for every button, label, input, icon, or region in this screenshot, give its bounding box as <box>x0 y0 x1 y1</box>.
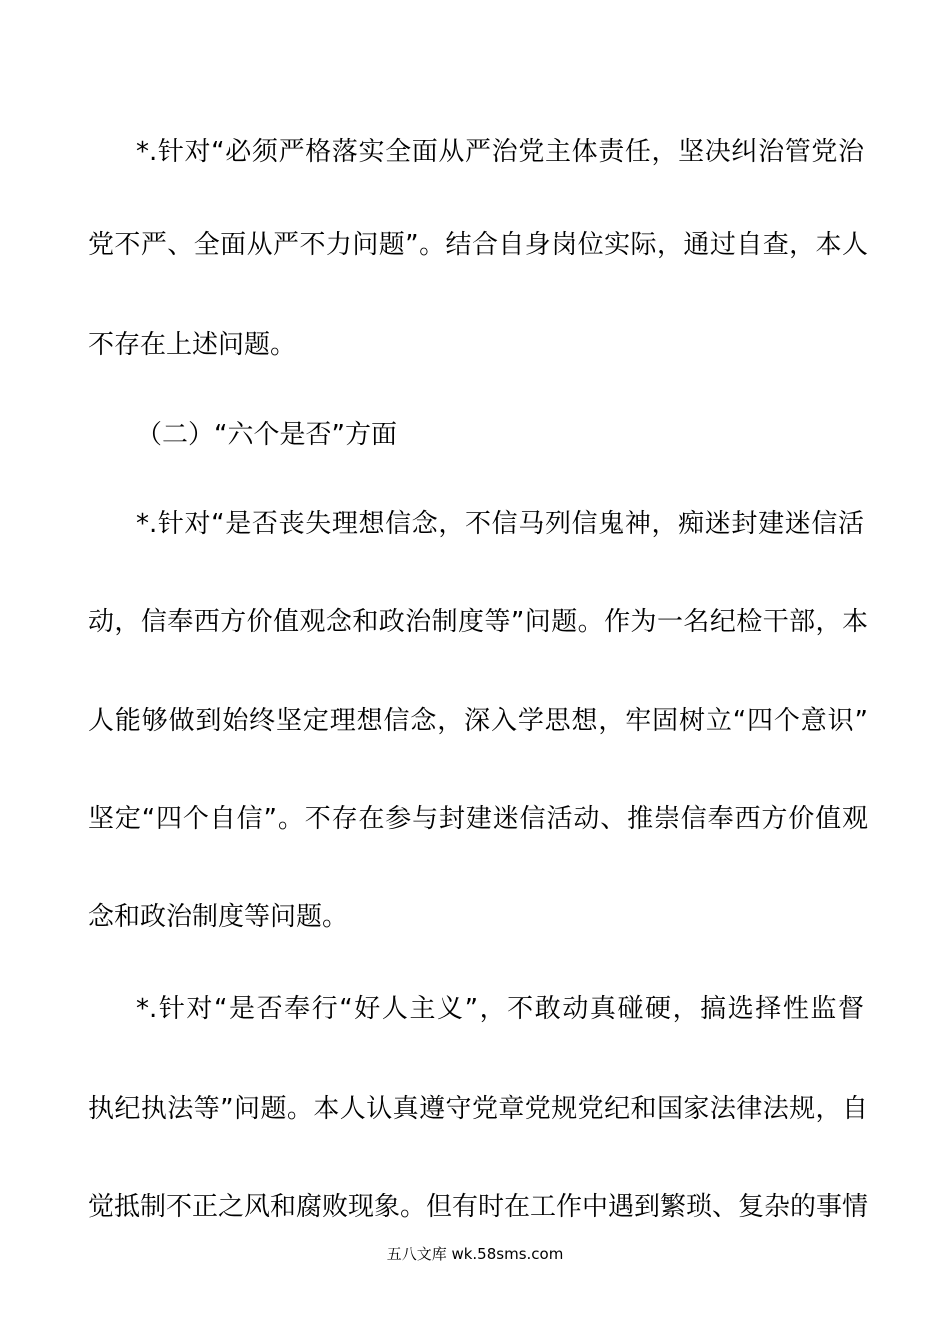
paragraph-1-line-2: 党不严、全面从严不力问题”。结合自身岗位实际，通过自查，本人 <box>88 230 868 260</box>
paragraph-2-line-1: *.针对“是否丧失理想信念，不信马列信鬼神，痴迷封建迷信活 <box>136 509 864 539</box>
paragraph-2-line-4: 坚定“四个自信”。不存在参与封建迷信活动、推崇信奉西方价值观 <box>88 804 868 834</box>
footer-watermark: 五八文库 wk.58sms.com <box>386 1245 564 1263</box>
paragraph-1-line-1: *.针对“必须严格落实全面从严治党主体责任，坚决纠治管党治 <box>136 137 864 167</box>
section-heading: （二）“六个是否”方面 <box>136 420 397 450</box>
paragraph-3-line-3: 觉抵制不正之风和腐败现象。但有时在工作中遇到繁琐、复杂的事情 <box>88 1192 868 1222</box>
paragraph-3-line-2: 执纪执法等”问题。本人认真遵守党章党规党纪和国家法律法规，自 <box>88 1094 868 1124</box>
paragraph-2-line-2: 动，信奉西方价值观念和政治制度等”问题。作为一名纪检干部，本 <box>88 607 868 637</box>
paragraph-2-line-3: 人能够做到始终坚定理想信念，深入学思想，牢固树立“四个意识” <box>88 706 868 736</box>
paragraph-2-line-5: 念和政治制度等问题。 <box>88 902 349 932</box>
paragraph-1-line-3: 不存在上述问题。 <box>88 330 297 360</box>
paragraph-3-line-1: *.针对“是否奉行“好人主义”，不敢动真碰硬，搞选择性监督 <box>136 994 864 1024</box>
